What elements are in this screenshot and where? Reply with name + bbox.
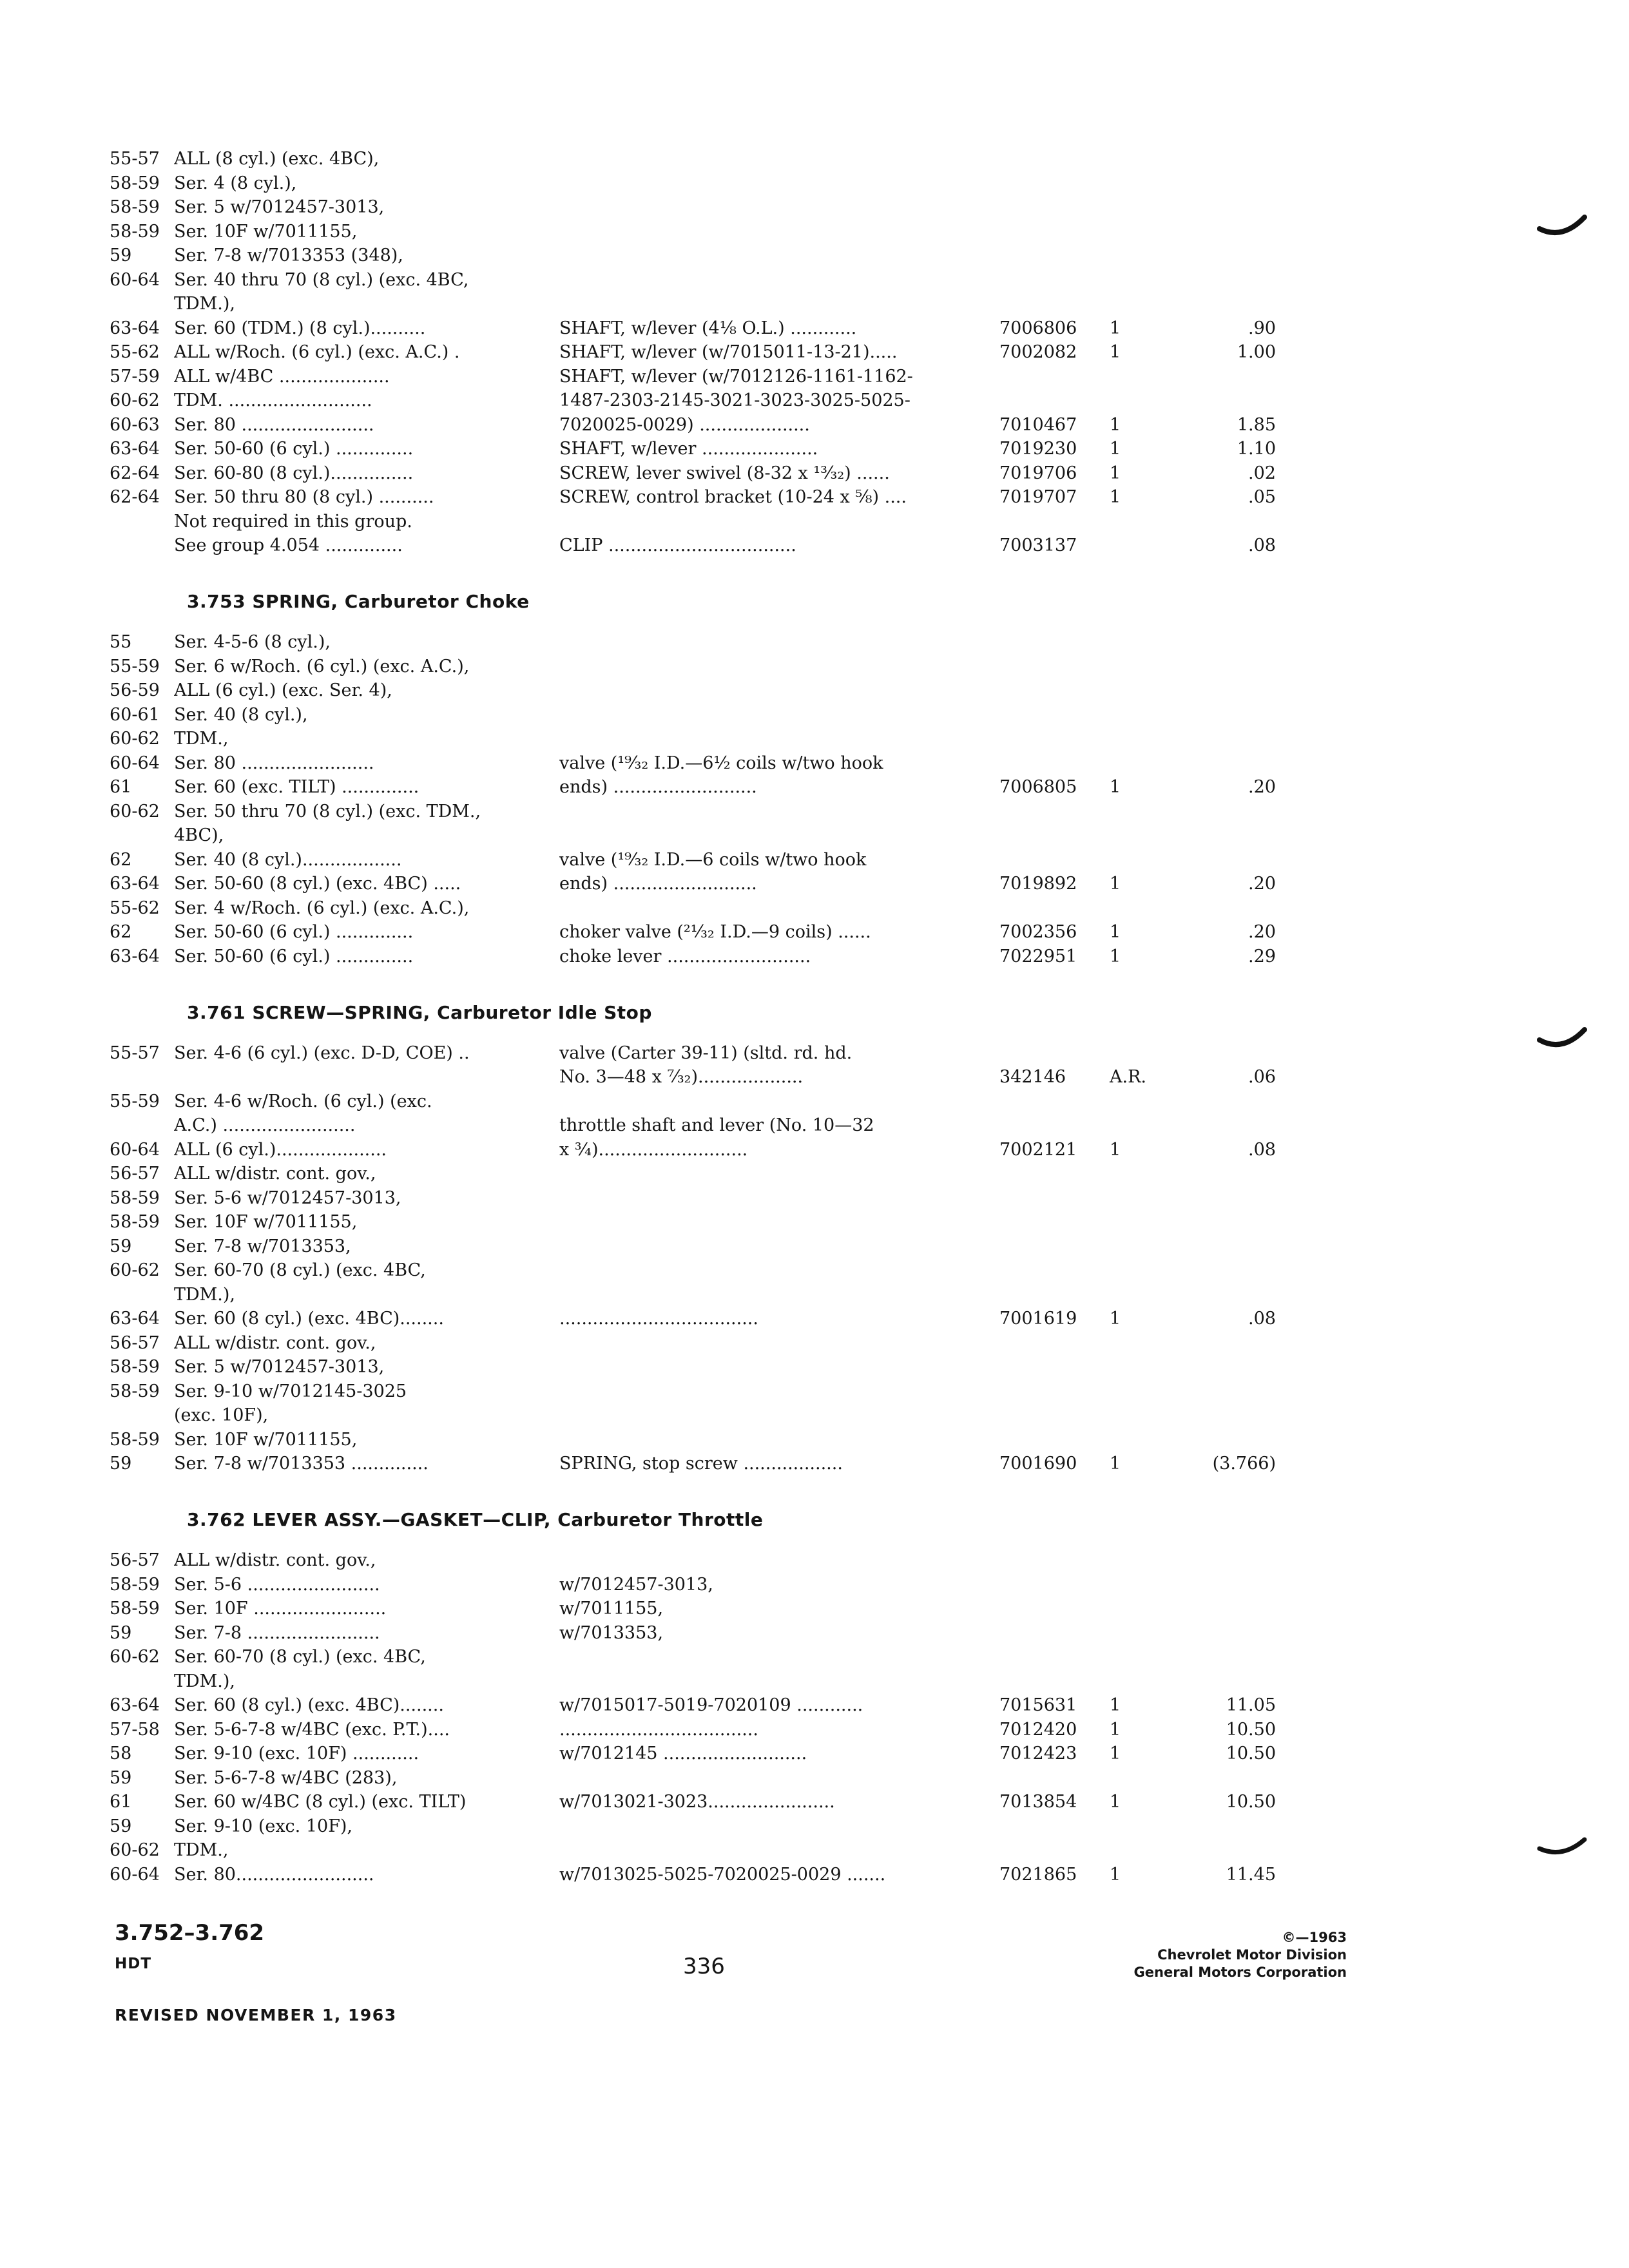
quantity: 1 (1110, 1864, 1121, 1885)
table-row (110, 1379, 1282, 1404)
model-years: 60-63 (110, 414, 160, 435)
model-years: 58 (110, 1744, 132, 1763)
part-number: 7021865 (999, 1864, 1077, 1885)
quantity: 1 (1110, 318, 1121, 338)
price: .20 (1248, 874, 1276, 894)
application: Ser. 80 ........................ (174, 753, 374, 773)
part-number: 7003137 (999, 535, 1077, 555)
footer-corporation: General Motors Corporation (1133, 1965, 1347, 1980)
table-row (110, 413, 1282, 437)
price: .29 (1248, 946, 1276, 966)
price: .20 (1248, 922, 1276, 942)
table-row (110, 437, 1282, 461)
table-row (110, 1186, 1282, 1211)
table-row (110, 678, 1282, 703)
table-row (110, 1669, 1282, 1694)
price: 1.85 (1237, 414, 1276, 435)
model-years: 63-64 (110, 439, 160, 459)
price: 10.50 (1226, 1744, 1276, 1763)
model-years: 55-59 (110, 656, 160, 677)
model-years: 58-59 (110, 1357, 160, 1377)
part-number: 7019230 (999, 439, 1077, 459)
table-row (110, 1331, 1282, 1356)
scan-mark-top (1537, 209, 1588, 242)
quantity: 1 (1110, 1309, 1121, 1329)
price: (3.766) (1212, 1454, 1276, 1474)
application: Ser. 50-60 (6 cyl.) .............. (174, 946, 414, 966)
model-years: 58-59 (110, 1381, 160, 1401)
part-number: 7010467 (999, 414, 1077, 435)
quantity: 1 (1110, 1454, 1121, 1474)
part-number: 7002082 (999, 342, 1077, 362)
model-years: 60-61 (110, 704, 160, 725)
model-years: 55-62 (110, 342, 160, 362)
model-years: 60-64 (110, 753, 160, 773)
table-row (110, 848, 1282, 872)
price: 11.45 (1226, 1864, 1276, 1885)
table-row (110, 389, 1282, 413)
description: SHAFT, w/lever (w/7015011-13-21)..... (559, 342, 898, 362)
model-years: 55-57 (110, 149, 160, 169)
description: choke lever .......................... (559, 946, 811, 966)
price: .08 (1248, 535, 1276, 555)
table-row (110, 533, 1282, 558)
quantity: 1 (1110, 463, 1121, 483)
description: .................................... (559, 1309, 758, 1329)
model-years: 59 (110, 1622, 132, 1643)
application: ALL w/Roch. (6 cyl.) (exc. A.C.) . (174, 342, 460, 362)
part-number: 7002121 (999, 1139, 1077, 1160)
table-row (110, 1210, 1282, 1235)
part-number: 7019706 (999, 463, 1077, 483)
section-rows (110, 1548, 1282, 1887)
table-row (110, 655, 1282, 679)
model-years: 57-58 (110, 1719, 160, 1740)
quantity: 1 (1110, 439, 1121, 459)
model-years: 60-62 (110, 1840, 160, 1860)
table-row (110, 1573, 1282, 1597)
description: throttle shaft and lever (No. 10—32 (559, 1115, 874, 1135)
page-number: 336 (683, 1954, 725, 1979)
table-row (110, 292, 1282, 316)
model-years: 59 (110, 1236, 132, 1256)
model-years: 58-59 (110, 1574, 160, 1595)
description: w/7012457-3013, (559, 1574, 713, 1595)
table-row (110, 1718, 1282, 1742)
table-row (110, 1548, 1282, 1573)
quantity: 1 (1110, 946, 1121, 966)
footer-left (115, 1919, 397, 2028)
table-row (110, 1742, 1282, 1766)
application: Ser. 7-8 w/7013353 (348), (174, 245, 403, 265)
table-row (110, 1645, 1282, 1669)
price: 1.10 (1237, 439, 1276, 459)
table-row (110, 268, 1282, 293)
application: TDM., (174, 1840, 229, 1860)
section-spacer (110, 968, 1282, 993)
footer-division: Chevrolet Motor Division (1157, 1947, 1347, 1963)
model-years: 58-59 (110, 1187, 160, 1208)
model-years: 55 (110, 632, 132, 652)
application: ALL w/distr. cont. gov., (174, 1550, 376, 1570)
table-row (110, 1621, 1282, 1646)
description: w/7013025-5025-7020025-0029 ....... (559, 1864, 886, 1885)
quantity: 1 (1110, 1139, 1121, 1160)
application: Ser. 4 (8 cyl.), (174, 173, 297, 193)
application: Ser. 60-70 (8 cyl.) (exc. 4BC, (174, 1260, 426, 1280)
table-row (110, 1065, 1282, 1090)
continued-rows (110, 147, 1282, 558)
part-number: 7012420 (999, 1719, 1077, 1740)
part-number: 7006805 (999, 777, 1077, 797)
model-years: 63-64 (110, 946, 160, 966)
application: Ser. 10F w/7011155, (174, 1212, 358, 1232)
table-row (110, 220, 1282, 244)
application: ALL w/distr. cont. gov., (174, 1164, 376, 1184)
description: valve (¹⁹⁄₃₂ I.D.—6½ coils w/two hook (559, 753, 883, 773)
application: Ser. 50-60 (6 cyl.) .............. (174, 439, 414, 459)
model-years: 56-57 (110, 1332, 160, 1353)
model-years: 58-59 (110, 1599, 160, 1619)
part-number: 7015631 (999, 1695, 1077, 1715)
application: Ser. 4-6 (6 cyl.) (exc. D-D, COE) .. (174, 1043, 470, 1063)
part-number: 7019892 (999, 874, 1077, 894)
table-row (110, 751, 1282, 776)
model-years: 60-62 (110, 390, 160, 410)
part-number: 342146 (999, 1067, 1066, 1087)
table-row (110, 1597, 1282, 1621)
description: choker valve (²¹⁄₃₂ I.D.—9 coils) ...... (559, 922, 871, 942)
table-row (110, 244, 1282, 268)
table-row (110, 340, 1282, 365)
table-row (110, 1090, 1282, 1114)
model-years: 60-64 (110, 269, 160, 290)
description: w/7013353, (559, 1622, 664, 1643)
table-row (110, 510, 1282, 534)
model-years: 62-64 (110, 463, 160, 483)
description: SHAFT, w/lever (4⅛ O.L.) ............ (559, 318, 857, 338)
application: Ser. 50-60 (8 cyl.) (exc. 4BC) ..... (174, 874, 461, 894)
footer-revised-date: REVISED NOVEMBER 1, 1963 (115, 2006, 397, 2024)
model-years: 63-64 (110, 874, 160, 894)
quantity: 1 (1110, 342, 1121, 362)
section-spacer (110, 558, 1282, 582)
quantity: A.R. (1110, 1067, 1146, 1087)
application: Ser. 60 (8 cyl.) (exc. 4BC)........ (174, 1309, 444, 1329)
part-number: 7001690 (999, 1454, 1077, 1474)
table-row (110, 316, 1282, 341)
application: Ser. 5-6-7-8 w/4BC (exc. P.T.).... (174, 1719, 450, 1740)
application: Ser. 40 (8 cyl.), (174, 704, 308, 725)
model-years: 57-59 (110, 366, 160, 387)
application: Ser. 50 thru 70 (8 cyl.) (exc. TDM., (174, 801, 481, 822)
table-row (110, 365, 1282, 389)
application: Ser. 10F w/7011155, (174, 221, 358, 242)
model-years: 60-62 (110, 729, 160, 749)
quantity: 1 (1110, 414, 1121, 435)
application: Ser. 9-10 (exc. 10F), (174, 1816, 353, 1836)
table-row (110, 1162, 1282, 1186)
application: Ser. 40 thru 70 (8 cyl.) (exc. 4BC, (174, 269, 469, 290)
description: x ¾)........................... (559, 1139, 748, 1160)
section-heading: 3.753 SPRING, Carburetor Choke (187, 591, 530, 612)
quantity: 1 (1110, 1744, 1121, 1763)
part-number: 7002356 (999, 922, 1077, 942)
application: Ser. 60 (8 cyl.) (exc. 4BC)........ (174, 1695, 444, 1715)
part-number: 7006806 (999, 318, 1077, 338)
description: valve (¹⁹⁄₃₂ I.D.—6 coils w/two hook (559, 849, 867, 870)
table-row (110, 872, 1282, 896)
quantity: 1 (1110, 1719, 1121, 1740)
table-row (110, 703, 1282, 727)
application: Ser. 4-5-6 (8 cyl.), (174, 632, 331, 652)
application: Ser. 60 w/4BC (8 cyl.) (exc. TILT) (174, 1792, 467, 1812)
model-years: 63-64 (110, 1695, 160, 1715)
part-number: 7019707 (999, 487, 1077, 507)
application: Ser. 5-6-7-8 w/4BC (283), (174, 1767, 398, 1788)
application: ALL (8 cyl.) (exc. 4BC), (174, 149, 380, 169)
model-years: 60-62 (110, 1647, 160, 1667)
application: Ser. 10F w/7011155, (174, 1429, 358, 1450)
application: Ser. 6 w/Roch. (6 cyl.) (exc. A.C.), (174, 656, 470, 677)
table-row (110, 727, 1282, 751)
table-row (110, 896, 1282, 921)
quantity: 1 (1110, 1695, 1121, 1715)
scan-mark-middle (1537, 1024, 1588, 1057)
application: Ser. 7-8 ........................ (174, 1622, 380, 1643)
model-years: 60-62 (110, 801, 160, 822)
table-row (110, 1428, 1282, 1452)
description: SHAFT, w/lever ..................... (559, 439, 818, 459)
model-years: 58-59 (110, 197, 160, 217)
quantity: 1 (1110, 1792, 1121, 1812)
table-row (110, 1283, 1282, 1307)
model-years: 58-59 (110, 221, 160, 242)
section-rows (110, 630, 1282, 968)
description: w/7013021-3023....................... (559, 1792, 835, 1812)
model-years: 60-62 (110, 1260, 160, 1280)
table-row (110, 1403, 1282, 1428)
table-row (110, 1452, 1282, 1476)
model-years: 58-59 (110, 1429, 160, 1450)
price: 1.00 (1237, 342, 1276, 362)
model-years: 59 (110, 1454, 132, 1474)
model-years: 62 (110, 849, 132, 870)
price: .02 (1248, 463, 1276, 483)
parts-listing (110, 147, 1282, 1887)
scan-mark-bottom (1537, 1833, 1588, 1865)
part-number: 7012423 (999, 1744, 1077, 1763)
model-years: 58-59 (110, 1212, 160, 1232)
footer-code: HDT (115, 1956, 152, 1972)
model-years: 56-57 (110, 1164, 160, 1184)
application: Ser. 40 (8 cyl.).................. (174, 849, 402, 870)
description: 7020025-0029) .................... (559, 414, 810, 435)
description: ends) .......................... (559, 874, 757, 894)
application: See group 4.054 .............. (174, 535, 403, 555)
section-heading: 3.761 SCREW—SPRING, Carburetor Idle Stop (187, 1001, 652, 1023)
application: A.C.) ........................ (174, 1115, 356, 1135)
application: Ser. 80......................... (174, 1864, 374, 1885)
price: .90 (1248, 318, 1276, 338)
price: 10.50 (1226, 1792, 1276, 1812)
description: SHAFT, w/lever (w/7012126-1161-1162- (559, 366, 913, 387)
price: 10.50 (1226, 1719, 1276, 1740)
description: w/7015017-5019-7020109 ............ (559, 1695, 863, 1715)
table-row (110, 1258, 1282, 1283)
application: ALL (6 cyl.).................... (174, 1139, 387, 1160)
model-years: 58-59 (110, 173, 160, 193)
table-row (110, 920, 1282, 945)
application: TDM., (174, 729, 229, 749)
description: SCREW, lever swivel (8-32 x ¹³⁄₃₂) ...... (559, 463, 890, 483)
section-spacer (110, 1476, 1282, 1501)
price: .08 (1248, 1139, 1276, 1160)
description: No. 3—48 x ⁷⁄₃₂)................... (559, 1067, 804, 1087)
quantity: 1 (1110, 874, 1121, 894)
model-years: 59 (110, 1816, 132, 1836)
description: SCREW, control bracket (10-24 x ⅝) .... (559, 487, 907, 507)
application: 4BC), (174, 825, 224, 845)
table-row (110, 1355, 1282, 1379)
description: SPRING, stop screw .................. (559, 1454, 843, 1474)
description: w/7012145 .......................... (559, 1744, 807, 1763)
application: ALL w/4BC .................... (174, 366, 390, 387)
table-row (110, 1863, 1282, 1887)
table-row (110, 775, 1282, 800)
application: Ser. 60-70 (8 cyl.) (exc. 4BC, (174, 1647, 426, 1667)
description: ends) .......................... (559, 777, 757, 797)
application: Ser. 80 ........................ (174, 414, 374, 435)
model-years: 63-64 (110, 318, 160, 338)
application: ALL w/distr. cont. gov., (174, 1332, 376, 1353)
table-row (110, 195, 1282, 220)
footer-publisher (1070, 1929, 1347, 1981)
application: (exc. 10F), (174, 1405, 269, 1425)
application: Ser. 50 thru 80 (8 cyl.) .......... (174, 487, 434, 507)
section-rows (110, 1041, 1282, 1476)
application: TDM.), (174, 1284, 236, 1305)
table-row (110, 1790, 1282, 1814)
application: Ser. 9-10 (exc. 10F) ............ (174, 1744, 419, 1763)
section-list (110, 558, 1282, 1887)
application: Ser. 4-6 w/Roch. (6 cyl.) (exc. (174, 1091, 432, 1111)
model-years: 55-57 (110, 1043, 160, 1063)
model-years: 59 (110, 245, 132, 265)
part-number: 7022951 (999, 946, 1077, 966)
model-years: 56-59 (110, 680, 160, 700)
application: Ser. 4 w/Roch. (6 cyl.) (exc. A.C.), (174, 898, 470, 918)
application: TDM.), (174, 294, 236, 314)
table-row (110, 1138, 1282, 1162)
application: Ser. 60 (TDM.) (8 cyl.).......... (174, 318, 426, 338)
model-years: 59 (110, 1767, 132, 1788)
footer-copyright: ©—1963 (1282, 1930, 1347, 1945)
application: Ser. 60-80 (8 cyl.)............... (174, 463, 414, 483)
application: Ser. 7-8 w/7013353, (174, 1236, 351, 1256)
application: Ser. 50-60 (6 cyl.) .............. (174, 922, 414, 942)
model-years: 55-59 (110, 1091, 160, 1111)
model-years: 60-64 (110, 1139, 160, 1160)
part-number: 7013854 (999, 1792, 1077, 1812)
application: ALL (6 cyl.) (exc. Ser. 4), (174, 680, 392, 700)
model-years: 61 (110, 777, 132, 797)
model-years: 55-62 (110, 898, 160, 918)
model-years: 62 (110, 922, 132, 942)
description: .................................... (559, 1719, 758, 1740)
table-row (110, 461, 1282, 486)
table-row (110, 147, 1282, 171)
section-heading: 3.762 LEVER ASSY.—GASKET—CLIP, Carburetor Throttle (187, 1509, 764, 1530)
table-row (110, 1041, 1282, 1066)
model-years: 62-64 (110, 487, 160, 507)
application: Ser. 5-6 w/7012457-3013, (174, 1187, 401, 1208)
table-row (110, 1113, 1282, 1138)
table-row (110, 800, 1282, 824)
application: Ser. 5-6 ........................ (174, 1574, 380, 1595)
description: w/7011155, (559, 1599, 664, 1619)
quantity: 1 (1110, 922, 1121, 942)
quantity: 1 (1110, 487, 1121, 507)
price: .20 (1248, 777, 1276, 797)
table-row (110, 945, 1282, 969)
quantity: 1 (1110, 777, 1121, 797)
model-years: 56-57 (110, 1550, 160, 1570)
table-row (110, 1235, 1282, 1259)
application: Ser. 10F ........................ (174, 1599, 387, 1619)
table-row (110, 1814, 1282, 1839)
price: .05 (1248, 487, 1276, 507)
table-row (110, 1693, 1282, 1718)
price: .06 (1248, 1067, 1276, 1087)
description: 1487-2303-2145-3021-3023-3025-5025- (559, 390, 911, 410)
part-number: 7001619 (999, 1309, 1077, 1329)
application: Ser. 5 w/7012457-3013, (174, 197, 385, 217)
application: TDM.), (174, 1671, 236, 1691)
application: Ser. 9-10 w/7012145-3025 (174, 1381, 407, 1401)
table-row (110, 171, 1282, 196)
description: valve (Carter 39-11) (sltd. rd. hd. (559, 1043, 853, 1063)
model-years: 61 (110, 1792, 132, 1812)
table-row (110, 1307, 1282, 1331)
application: Ser. 5 w/7012457-3013, (174, 1357, 385, 1377)
model-years: 63-64 (110, 1309, 160, 1329)
price: 11.05 (1226, 1695, 1276, 1715)
application: TDM. .......................... (174, 390, 372, 410)
model-years: 60-64 (110, 1864, 160, 1885)
table-row (110, 630, 1282, 655)
table-row (110, 485, 1282, 510)
footer-section-range: 3.752–3.762 (115, 1920, 265, 1946)
application: Ser. 60 (exc. TILT) .............. (174, 777, 419, 797)
description: CLIP .................................. (559, 535, 796, 555)
price: .08 (1248, 1309, 1276, 1329)
table-row (110, 1766, 1282, 1791)
table-row (110, 823, 1282, 848)
application: Not required in this group. (174, 511, 412, 532)
table-row (110, 1838, 1282, 1863)
application: Ser. 7-8 w/7013353 .............. (174, 1454, 429, 1474)
